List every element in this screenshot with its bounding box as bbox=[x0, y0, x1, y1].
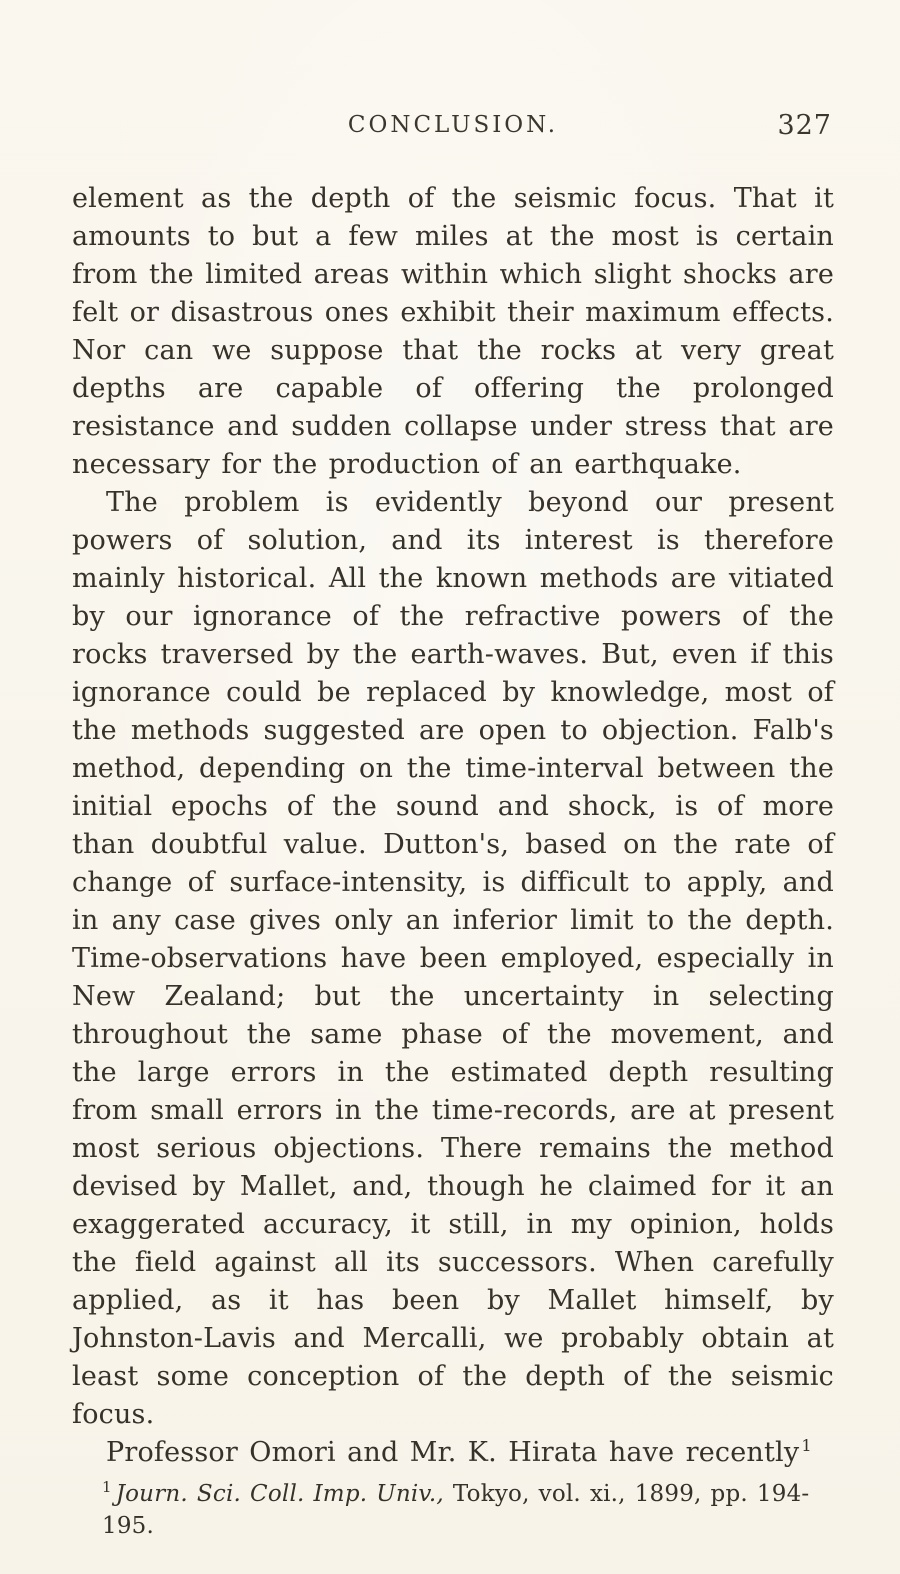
page-header bbox=[72, 112, 834, 146]
paragraph-last bbox=[72, 1434, 834, 1472]
paragraph bbox=[72, 484, 834, 1434]
footnote-source-rest: Tokyo, vol. xi., 1899, pp. 194-195. bbox=[102, 1481, 810, 1539]
footnote-marker: 1 bbox=[102, 1478, 112, 1497]
footnote-reference: 1 bbox=[801, 1436, 812, 1455]
paragraph-continuation bbox=[72, 180, 834, 484]
footnote bbox=[72, 1478, 834, 1542]
page-body bbox=[72, 180, 834, 1542]
running-title: CONCLUSION. bbox=[347, 112, 559, 138]
paragraph-text: Professor Omori and Mr. K. Hirata have recently bbox=[106, 1437, 800, 1468]
page-number: 327 bbox=[777, 110, 832, 141]
paragraph-text: element as the depth of the seismic focus. That it amounts to but a few miles at the most is certain from the limited areas within which slight shocks are felt or disastrous ones exhibit their maximum effects. Nor can we suppose that the rocks at very great depths are capable of offering the prolonged resistance and sudden collapse under stress that are necessary for the production of an earthquake. bbox=[72, 183, 834, 480]
footnote-source-italic: Journ. Sci. Coll. Imp. Univ., bbox=[115, 1481, 444, 1507]
paragraph-text: The problem is evidently beyond our present powers of solution, and its interest is therefore mainly historical. All the known methods are vitiated by our ignorance of the refractive powers of the rocks traversed by the earth-waves. But, even if this ignorance could be replaced by knowledge, most of the methods suggested are open to objection. Falb's method, depending on the time-interval between the initial epochs of the sound and shock, is of more than doubtful value. Dutton's, based on the rate of change of surface-intensity, is difficult to apply, and in any case gives only an inferior limit to the depth. Time-observations have been employed, especially in New Zealand; but the uncertainty in selecting throughout the same phase of the movement, and the large errors in the estimated depth resulting from small errors in the time-records, are at present most serious objections. There remains the method devised by Mallet, and, though he claimed for it an exaggerated accuracy, it still, in my opinion, holds the field against all its successors. When carefully applied, as it has been by Mallet himself, by Johnston-Lavis and Mercalli, we probably obtain at least some conception of the depth of the seismic focus. bbox=[72, 487, 834, 1430]
